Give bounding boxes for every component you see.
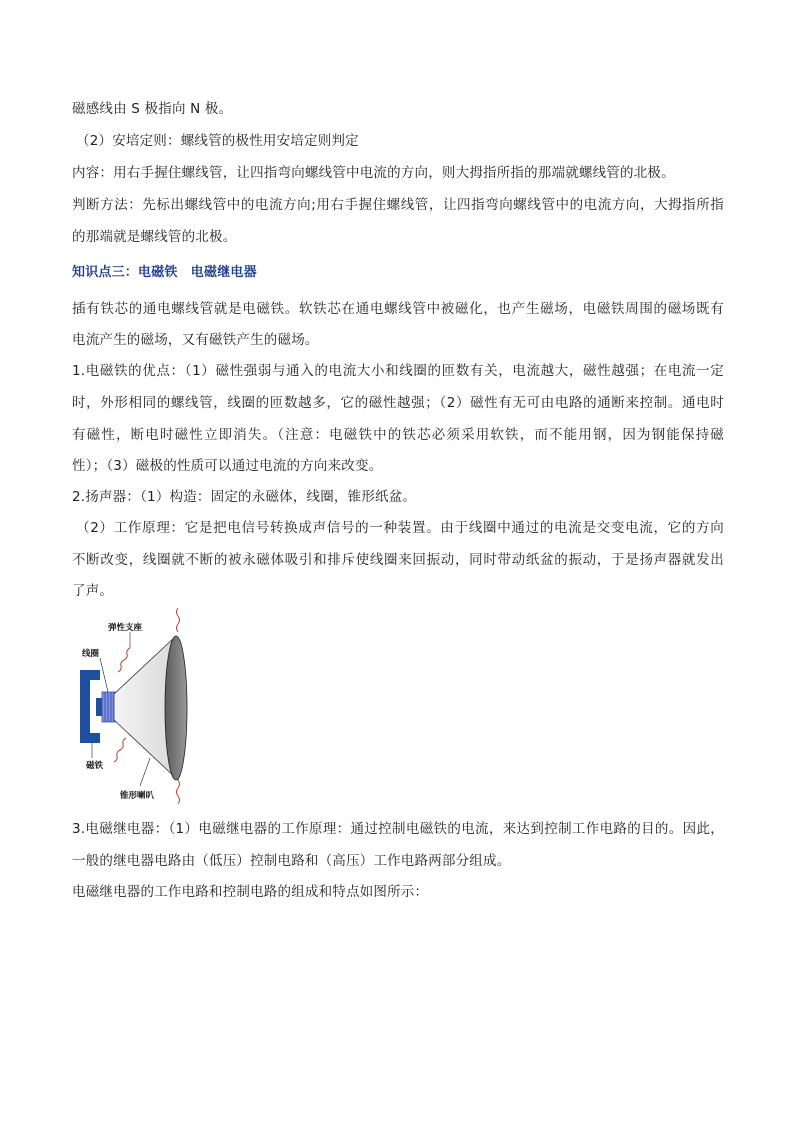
text-line-11: 有磁性，断电时磁性立即消失。（注意：电磁铁中的铁芯必须采用软铁，而不能用钢，因为钢能保持磁	[72, 427, 724, 443]
text-line-13: 2.扬声器：（1）构造：固定的永磁体，线圈，锥形纸盆。	[72, 489, 417, 505]
text-line-9: 1.电磁铁的优点：（1）磁性强弱与通入的电流大小和线圈的匝数有关，电流越大，磁性越强；在电流一定	[72, 363, 724, 379]
text-line-12: 性）；（3）磁极的性质可以通过电流的方向来改变。	[72, 458, 383, 474]
text-line-17: 3.电磁继电器：（1）电磁继电器的工作原理：通过控制电磁铁的电流，来达到控制工作电路的目的。因此，	[72, 821, 724, 837]
text-line-3: 内容：用右手握住螺线管，让四指弯向螺线管中电流的方向，则大拇指所指的那端就螺线管的北极。	[72, 165, 675, 181]
section-heading: 知识点三：电磁铁 电磁继电器	[72, 265, 257, 280]
support-wave-bottom-left	[114, 738, 126, 762]
text-line-19: 电磁继电器的工作电路和控制电路的组成和特点如图所示：	[72, 884, 429, 900]
speaker-diagram	[78, 608, 198, 808]
label-cone: 锥形喇叭	[120, 791, 155, 801]
support-wave-top-left	[118, 648, 130, 672]
text-line-7: 插有铁芯的通电螺线管就是电磁铁。软铁芯在通电螺线管中被磁化，也产生磁场，电磁铁周围的磁场既有	[72, 301, 724, 317]
text-line-10: 时，外形相同的螺线管，线圈的匝数越多，它的磁性越强；（2）磁性有无可由电路的通断来控制。通电时	[72, 395, 724, 411]
text-line-1: 磁感线由 S 极指向 N 极。	[72, 101, 233, 117]
support-wave-top-right	[177, 608, 180, 632]
text-line-8: 电流产生的磁场，又有磁铁产生的磁场。	[72, 332, 319, 348]
text-line-15: 不断改变，线圈就不断的被永磁体吸引和排斥使线圈来回振动，同时带动纸盆的振动，于是扬声器就发出	[72, 552, 724, 568]
text-line-5: 的那端就是螺线管的北极。	[72, 229, 237, 245]
cone-rim	[165, 636, 187, 780]
label-coil: 线圈	[82, 649, 100, 659]
text-line-16: 了声。	[72, 583, 114, 599]
label-elastic-support: 弹性支座	[108, 623, 143, 633]
text-line-18: 一般的继电器电路由（低压）控制电路和（高压）工作电路两部分组成。	[72, 853, 511, 869]
label-magnet: 磁铁	[86, 761, 104, 771]
support-wave-bottom-right	[177, 780, 180, 804]
text-line-14: （2）工作原理：它是把电信号转换成声信号的一种装置。由于线圈中通过的电流是交变电流，它的方向	[76, 520, 724, 536]
text-line-4: 判断方法：先标出螺线管中的电流方向;用右手握住螺线管，让四指弯向螺线管中的电流方向，大拇指所指	[72, 197, 724, 213]
text-line-2: （2）安培定则：螺线管的极性用安培定则判定	[76, 133, 359, 149]
